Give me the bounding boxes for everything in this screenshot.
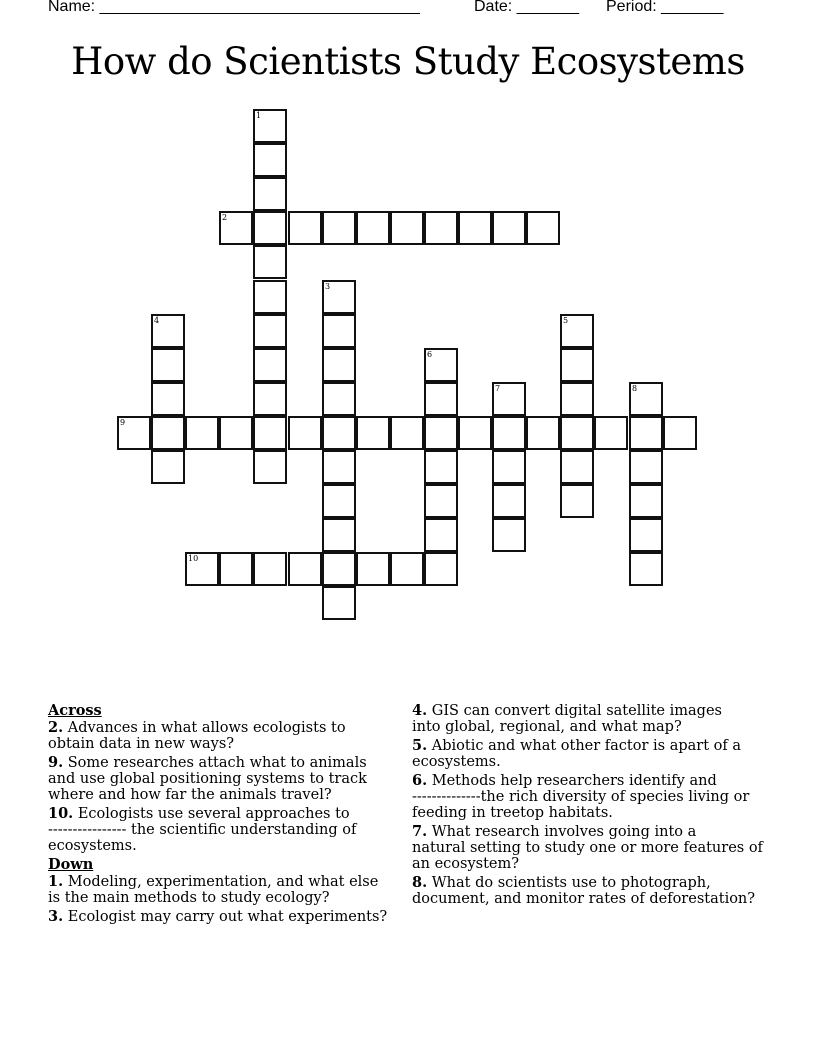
clue-number-label: 4 (154, 316, 160, 325)
crossword-cell[interactable] (560, 416, 594, 450)
crossword-cell[interactable] (322, 348, 356, 382)
crossword-cell[interactable] (151, 382, 185, 416)
clue-text: Methods help researchers identify and --------------the rich diversity of species living or feeding in treetop habitats. (412, 773, 750, 821)
crossword-cell[interactable] (424, 382, 458, 416)
clue-number: 8. (412, 874, 428, 891)
clue-number-label: 1 (256, 111, 262, 120)
clue-down-7 (412, 824, 792, 872)
crossword-cell[interactable] (322, 552, 356, 586)
crossword-cell[interactable] (424, 518, 458, 552)
crossword-cell[interactable] (424, 484, 458, 518)
crossword-cell[interactable] (185, 552, 219, 586)
crossword-cell[interactable] (151, 314, 185, 348)
crossword-cell[interactable] (560, 382, 594, 416)
crossword-cell[interactable] (390, 416, 424, 450)
crossword-cell[interactable] (253, 143, 287, 177)
clue-text: Ecologist may carry out what experiments? (67, 909, 388, 925)
crossword-cell[interactable] (185, 416, 219, 450)
clue-number: 7. (412, 823, 428, 840)
crossword-cell[interactable] (629, 484, 663, 518)
crossword-cell[interactable] (151, 416, 185, 450)
crossword-cell[interactable] (253, 450, 287, 484)
period-field[interactable]: Period: _______ (606, 0, 724, 15)
across-heading: Across (48, 702, 102, 719)
crossword-cell[interactable] (322, 211, 356, 245)
crossword-cell[interactable] (424, 348, 458, 382)
crossword-cell[interactable] (253, 109, 287, 143)
crossword-cell[interactable] (356, 552, 390, 586)
crossword-cell[interactable] (663, 416, 697, 450)
crossword-cell[interactable] (526, 416, 560, 450)
clues-right-column (412, 703, 792, 910)
crossword-cell[interactable] (253, 314, 287, 348)
clue-text: What research involves going into a natural setting to study one or more features of an ecosystem? (412, 824, 763, 872)
crossword-cell[interactable] (560, 348, 594, 382)
clue-text: Advances in what allows ecologists to obtain data in new ways? (48, 720, 346, 752)
clue-down-3 (48, 909, 398, 925)
crossword-cell[interactable] (424, 552, 458, 586)
crossword-cell[interactable] (629, 382, 663, 416)
crossword-cell[interactable] (322, 484, 356, 518)
crossword-cell[interactable] (322, 416, 356, 450)
crossword-cell[interactable] (288, 416, 322, 450)
clue-down-6 (412, 773, 792, 821)
clue-text: Modeling, experimentation, and what else is the main methods to study ecology? (48, 874, 379, 906)
clue-text: Some researches attach what to animals and use global positioning systems to track where and how far the animals travel? (48, 755, 367, 803)
crossword-cell[interactable] (492, 382, 526, 416)
clue-across-9 (48, 755, 398, 803)
crossword-cell[interactable] (219, 552, 253, 586)
down-heading: Down (48, 856, 94, 873)
clue-number: 5. (412, 737, 428, 754)
crossword-cell[interactable] (322, 450, 356, 484)
crossword-cell[interactable] (288, 211, 322, 245)
crossword-cell[interactable] (424, 211, 458, 245)
crossword-cell[interactable] (253, 245, 287, 279)
crossword-cell[interactable] (492, 211, 526, 245)
clue-down-8 (412, 875, 792, 907)
clue-number: 9. (48, 754, 64, 771)
clue-text: Abiotic and what other factor is apart of a ecosystems. (412, 738, 741, 770)
crossword-cell[interactable] (253, 552, 287, 586)
crossword-cell[interactable] (560, 450, 594, 484)
crossword-cell[interactable] (526, 211, 560, 245)
crossword-cell[interactable] (219, 211, 253, 245)
crossword-cell[interactable] (322, 314, 356, 348)
crossword-cell[interactable] (424, 450, 458, 484)
clue-across-2 (48, 720, 398, 752)
crossword-cell[interactable] (356, 416, 390, 450)
clue-number-label: 10 (188, 554, 199, 563)
crossword-cell[interactable] (253, 348, 287, 382)
crossword-cell[interactable] (492, 450, 526, 484)
crossword-cell[interactable] (219, 416, 253, 450)
crossword-cell[interactable] (424, 416, 458, 450)
clue-across-10 (48, 806, 398, 854)
clue-number: 2. (48, 719, 64, 736)
crossword-cell[interactable] (322, 586, 356, 620)
crossword-cell[interactable] (322, 518, 356, 552)
crossword-cell[interactable] (356, 211, 390, 245)
clue-number: 10. (48, 805, 74, 822)
crossword-cell[interactable] (629, 518, 663, 552)
crossword-cell[interactable] (151, 450, 185, 484)
crossword-cell[interactable] (322, 280, 356, 314)
clue-number: 4. (412, 702, 428, 719)
clue-number: 3. (48, 908, 64, 925)
crossword-cell[interactable] (390, 211, 424, 245)
crossword-cell[interactable] (253, 177, 287, 211)
clue-number-label: 2 (222, 213, 228, 222)
clues-left-column (48, 703, 398, 928)
crossword-cell[interactable] (253, 416, 287, 450)
crossword-cell[interactable] (253, 382, 287, 416)
clue-text: GIS can convert digital satellite images into global, regional, and what map? (412, 703, 722, 735)
name-field[interactable]: Name: ____________________________________ (48, 0, 420, 15)
crossword-cell[interactable] (560, 484, 594, 518)
crossword-cell[interactable] (390, 552, 424, 586)
clue-down-5 (412, 738, 792, 770)
clue-number: 6. (412, 772, 428, 789)
crossword-cell[interactable] (458, 211, 492, 245)
clue-text: What do scientists use to photograph, document, and monitor rates of deforestation? (412, 875, 756, 907)
clue-number-label: 3 (325, 282, 331, 291)
clue-number-label: 8 (632, 384, 638, 393)
crossword-cell[interactable] (151, 348, 185, 382)
clue-number-label: 9 (120, 418, 126, 427)
crossword-cell[interactable] (629, 416, 663, 450)
clue-down-4 (412, 703, 792, 735)
crossword-cell[interactable] (594, 416, 628, 450)
crossword-cell[interactable] (117, 416, 151, 450)
clue-number-label: 7 (495, 384, 501, 393)
clue-number: 1. (48, 873, 64, 890)
clue-down-1 (48, 874, 398, 906)
clue-number-label: 6 (427, 350, 433, 359)
date-field[interactable]: Date: _______ (474, 0, 579, 15)
crossword-cell[interactable] (629, 552, 663, 586)
crossword-cell[interactable] (458, 416, 492, 450)
crossword-cell[interactable] (492, 518, 526, 552)
page-title: How do Scientists Study Ecosystems (71, 40, 745, 83)
crossword-cell[interactable] (253, 211, 287, 245)
clue-text: Ecologists use several approaches to ---------------- the scientific understanding of ecosystems. (48, 806, 357, 854)
crossword-cell[interactable] (322, 382, 356, 416)
crossword-cell[interactable] (492, 484, 526, 518)
crossword-cell[interactable] (629, 450, 663, 484)
crossword-cell[interactable] (492, 416, 526, 450)
crossword-cell[interactable] (253, 280, 287, 314)
crossword-cell[interactable] (288, 552, 322, 586)
clue-number-label: 5 (563, 316, 569, 325)
crossword-cell[interactable] (560, 314, 594, 348)
